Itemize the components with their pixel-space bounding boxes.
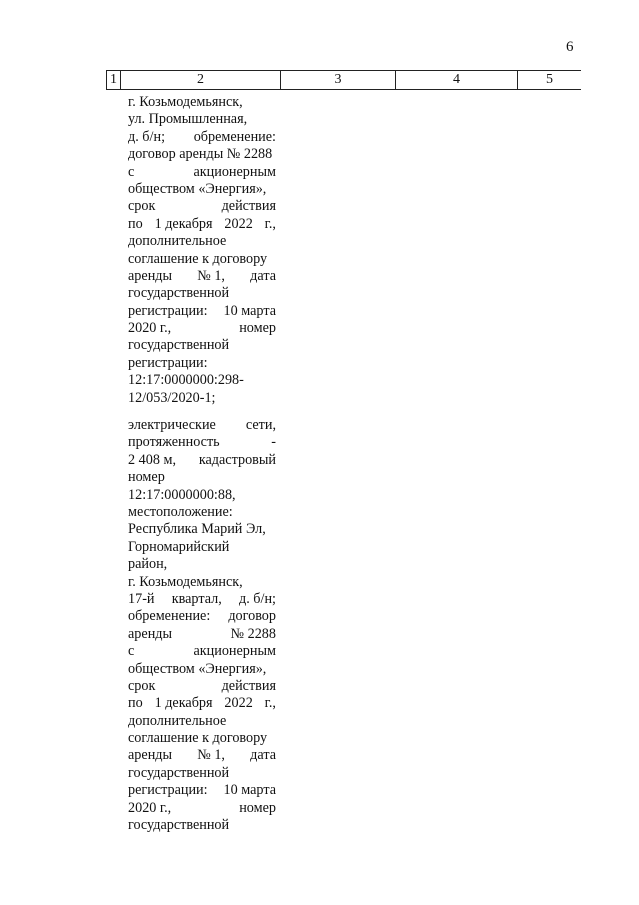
text-line bbox=[128, 285, 276, 302]
text-fragment: электрические bbox=[128, 417, 216, 434]
text-line bbox=[128, 713, 276, 730]
text-line bbox=[128, 800, 276, 817]
text-fragment: 12:17:0000000:88, bbox=[128, 486, 236, 503]
text-line bbox=[128, 355, 276, 372]
text-line bbox=[128, 452, 276, 469]
table-header-col-4: 4 bbox=[395, 71, 517, 89]
text-fragment: № 2288 bbox=[230, 625, 276, 642]
text-fragment: кадастровый bbox=[198, 451, 276, 468]
text-fragment: государственной bbox=[128, 764, 230, 781]
text-line bbox=[128, 320, 276, 337]
text-fragment: срок bbox=[128, 198, 156, 215]
text-fragment: регистрации: bbox=[128, 302, 208, 319]
text-fragment: дополнительное bbox=[128, 233, 227, 250]
text-fragment: с bbox=[128, 163, 135, 180]
text-line bbox=[128, 372, 276, 389]
text-fragment: Республика Марий Эл, bbox=[128, 521, 266, 538]
text-fragment: соглашение к договору bbox=[128, 730, 268, 747]
text-fragment: 12/053/2020-1; bbox=[128, 389, 216, 406]
text-fragment: регистрации: bbox=[128, 354, 208, 371]
text-line bbox=[128, 251, 276, 268]
table-cell-column-2 bbox=[128, 94, 276, 834]
text-line bbox=[128, 216, 276, 233]
text-fragment: Горномарийский bbox=[128, 538, 230, 555]
text-fragment: д. б/н; bbox=[128, 128, 166, 145]
text-fragment: протяженность bbox=[128, 434, 220, 451]
text-fragment: - bbox=[271, 434, 276, 451]
text-fragment: 12:17:0000000:298- bbox=[128, 372, 244, 389]
text-fragment: акционерным bbox=[193, 163, 276, 180]
text-fragment: номер bbox=[128, 469, 165, 486]
text-line bbox=[128, 268, 276, 285]
property-description-block bbox=[128, 417, 276, 834]
text-line bbox=[128, 303, 276, 320]
text-fragment: действия bbox=[221, 677, 276, 694]
text-line bbox=[128, 765, 276, 782]
text-fragment: действия bbox=[221, 198, 276, 215]
text-fragment: 2022 bbox=[224, 215, 253, 232]
text-line bbox=[128, 417, 276, 434]
text-line bbox=[128, 678, 276, 695]
text-line bbox=[128, 695, 276, 712]
table-header-col-5: 5 bbox=[517, 71, 581, 89]
text-line bbox=[128, 198, 276, 215]
text-fragment: 17-й bbox=[128, 590, 155, 607]
text-line bbox=[128, 539, 276, 556]
text-fragment: с bbox=[128, 643, 135, 660]
text-fragment: срок bbox=[128, 677, 156, 694]
text-line bbox=[128, 337, 276, 354]
text-line bbox=[128, 164, 276, 181]
table-header-col-2: 2 bbox=[120, 71, 280, 89]
text-line bbox=[128, 817, 276, 834]
text-line bbox=[128, 469, 276, 486]
text-fragment: аренды bbox=[128, 267, 173, 284]
text-fragment: дополнительное bbox=[128, 712, 227, 729]
text-fragment: по bbox=[128, 695, 143, 712]
text-fragment: акционерным bbox=[193, 643, 276, 660]
table-header-col-3: 3 bbox=[280, 71, 395, 89]
text-fragment: № 1, bbox=[197, 267, 225, 284]
text-line bbox=[128, 487, 276, 504]
text-fragment: д. б/н; bbox=[238, 590, 276, 607]
text-fragment: государственной bbox=[128, 817, 230, 834]
text-fragment: сети, bbox=[245, 417, 276, 434]
text-fragment: обременение: bbox=[193, 128, 276, 145]
page-number: 6 bbox=[566, 39, 574, 55]
text-line bbox=[128, 661, 276, 678]
text-fragment: соглашение к договору bbox=[128, 250, 268, 267]
text-line bbox=[128, 521, 276, 538]
text-fragment: государственной bbox=[128, 337, 230, 354]
text-fragment: дата bbox=[250, 267, 276, 284]
text-line bbox=[128, 591, 276, 608]
text-fragment: г., bbox=[264, 695, 276, 712]
text-line bbox=[128, 111, 276, 128]
text-line bbox=[128, 556, 276, 573]
table-header-row bbox=[106, 70, 581, 90]
text-fragment: г., bbox=[264, 215, 276, 232]
text-line bbox=[128, 146, 276, 163]
text-line bbox=[128, 129, 276, 146]
text-fragment: квартал, bbox=[171, 590, 222, 607]
property-description-block bbox=[128, 94, 276, 407]
text-fragment: 2020 г., bbox=[128, 320, 172, 337]
text-fragment: 1 декабря bbox=[154, 215, 213, 232]
text-fragment: государственной bbox=[128, 285, 230, 302]
table-header-col-1: 1 bbox=[106, 71, 120, 89]
text-fragment: обременение: bbox=[128, 608, 211, 625]
text-line bbox=[128, 390, 276, 407]
text-fragment: обществом «Энергия», bbox=[128, 180, 267, 197]
text-line bbox=[128, 608, 276, 625]
text-line bbox=[128, 94, 276, 111]
text-fragment: аренды bbox=[128, 625, 173, 642]
text-fragment: 2022 bbox=[224, 695, 253, 712]
text-fragment: местоположение: bbox=[128, 503, 233, 520]
text-line bbox=[128, 730, 276, 747]
text-fragment: г. Козьмодемьянск, bbox=[128, 94, 243, 110]
text-fragment: 10 марта bbox=[223, 302, 276, 319]
text-fragment: договор bbox=[228, 608, 276, 625]
text-fragment: аренды bbox=[128, 747, 173, 764]
text-fragment: номер bbox=[239, 320, 276, 337]
text-line bbox=[128, 574, 276, 591]
text-fragment: 10 марта bbox=[223, 782, 276, 799]
text-fragment: 2 408 м, bbox=[128, 451, 176, 468]
text-line bbox=[128, 434, 276, 451]
text-fragment: 1 декабря bbox=[154, 695, 213, 712]
text-fragment: дата bbox=[250, 747, 276, 764]
text-line bbox=[128, 643, 276, 660]
text-fragment: регистрации: bbox=[128, 782, 208, 799]
text-fragment: № 1, bbox=[197, 747, 225, 764]
text-fragment: район, bbox=[128, 556, 168, 573]
text-line bbox=[128, 626, 276, 643]
text-line bbox=[128, 233, 276, 250]
text-fragment: номер bbox=[239, 799, 276, 816]
text-fragment: договор аренды № 2288 bbox=[128, 146, 273, 163]
text-fragment: по bbox=[128, 215, 143, 232]
text-line bbox=[128, 747, 276, 764]
text-line bbox=[128, 181, 276, 198]
text-line bbox=[128, 504, 276, 521]
text-fragment: обществом «Энергия», bbox=[128, 660, 267, 677]
text-fragment: ул. Промышленная, bbox=[128, 111, 248, 128]
text-fragment: г. Козьмодемьянск, bbox=[128, 573, 243, 590]
text-fragment: 2020 г., bbox=[128, 799, 172, 816]
text-line bbox=[128, 782, 276, 799]
